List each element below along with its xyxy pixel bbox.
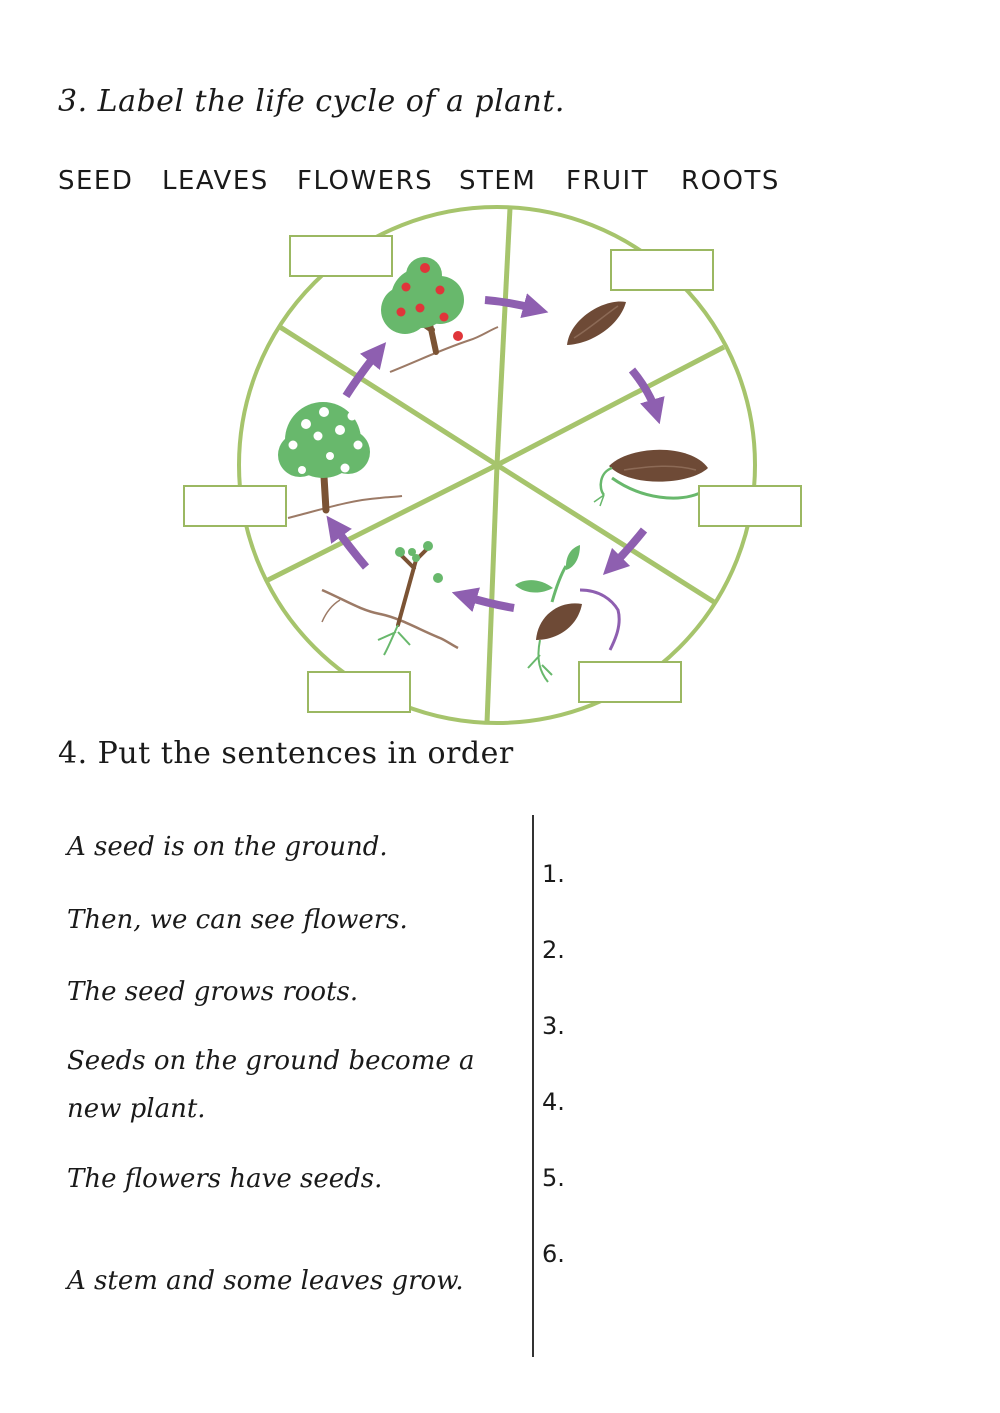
fruiting-tree-illustration (381, 257, 498, 372)
answer-box-fruit-stage[interactable] (289, 235, 393, 277)
order-number-4: 4. (542, 1088, 565, 1116)
word-bank-flowers: FLOWERS (297, 166, 434, 196)
order-number-2: 2. (542, 936, 565, 964)
arrow-germination-to-seedling (612, 530, 644, 566)
sentence-2: Then, we can see flowers. (67, 905, 408, 935)
word-bank-leaves: LEAVES (162, 166, 269, 196)
word-bank-fruit: FRUIT (566, 166, 650, 196)
order-number-6: 6. (542, 1240, 565, 1268)
divider-line-lower-left (268, 465, 497, 580)
sentence-1: A seed is on the ground. (67, 832, 388, 862)
section-4-title: 4. Put the sentences in order (58, 736, 514, 771)
sentence-6: A stem and some leaves grow. (67, 1266, 464, 1296)
section-3-title: 3. Label the life cycle of a plant. (58, 84, 565, 119)
answer-box-stem-stage[interactable] (578, 661, 682, 703)
seed-illustration (567, 301, 626, 345)
divider-line-upper-right (497, 347, 724, 465)
sentence-3: The seed grows roots. (67, 977, 359, 1007)
answer-box-roots-stage[interactable] (698, 485, 802, 527)
arrow-seedling-to-young-plant (464, 596, 514, 608)
divider-line-top (497, 208, 510, 465)
order-number-5: 5. (542, 1164, 565, 1192)
young-plant-illustration (322, 541, 458, 655)
sentence-5: The flowers have seeds. (67, 1164, 383, 1194)
answer-box-flowers-stage[interactable] (183, 485, 287, 527)
word-bank-roots: ROOTS (681, 166, 780, 196)
divider-line-bottom (487, 465, 497, 723)
word-bank-stem: STEM (459, 166, 537, 196)
column-divider (532, 815, 534, 1357)
germinating-seed-illustration (594, 450, 708, 506)
answer-box-seed-stage[interactable] (610, 249, 714, 291)
sentence-4: Seeds on the ground become a new plant. (67, 1046, 475, 1124)
flowering-tree-illustration (278, 402, 402, 518)
answer-box-leaves-stage[interactable] (307, 671, 411, 713)
order-number-1: 1. (542, 860, 565, 888)
order-number-3: 3. (542, 1012, 565, 1040)
arrow-fruit-to-seed (485, 300, 536, 309)
word-bank-seed: SEED (58, 166, 134, 196)
